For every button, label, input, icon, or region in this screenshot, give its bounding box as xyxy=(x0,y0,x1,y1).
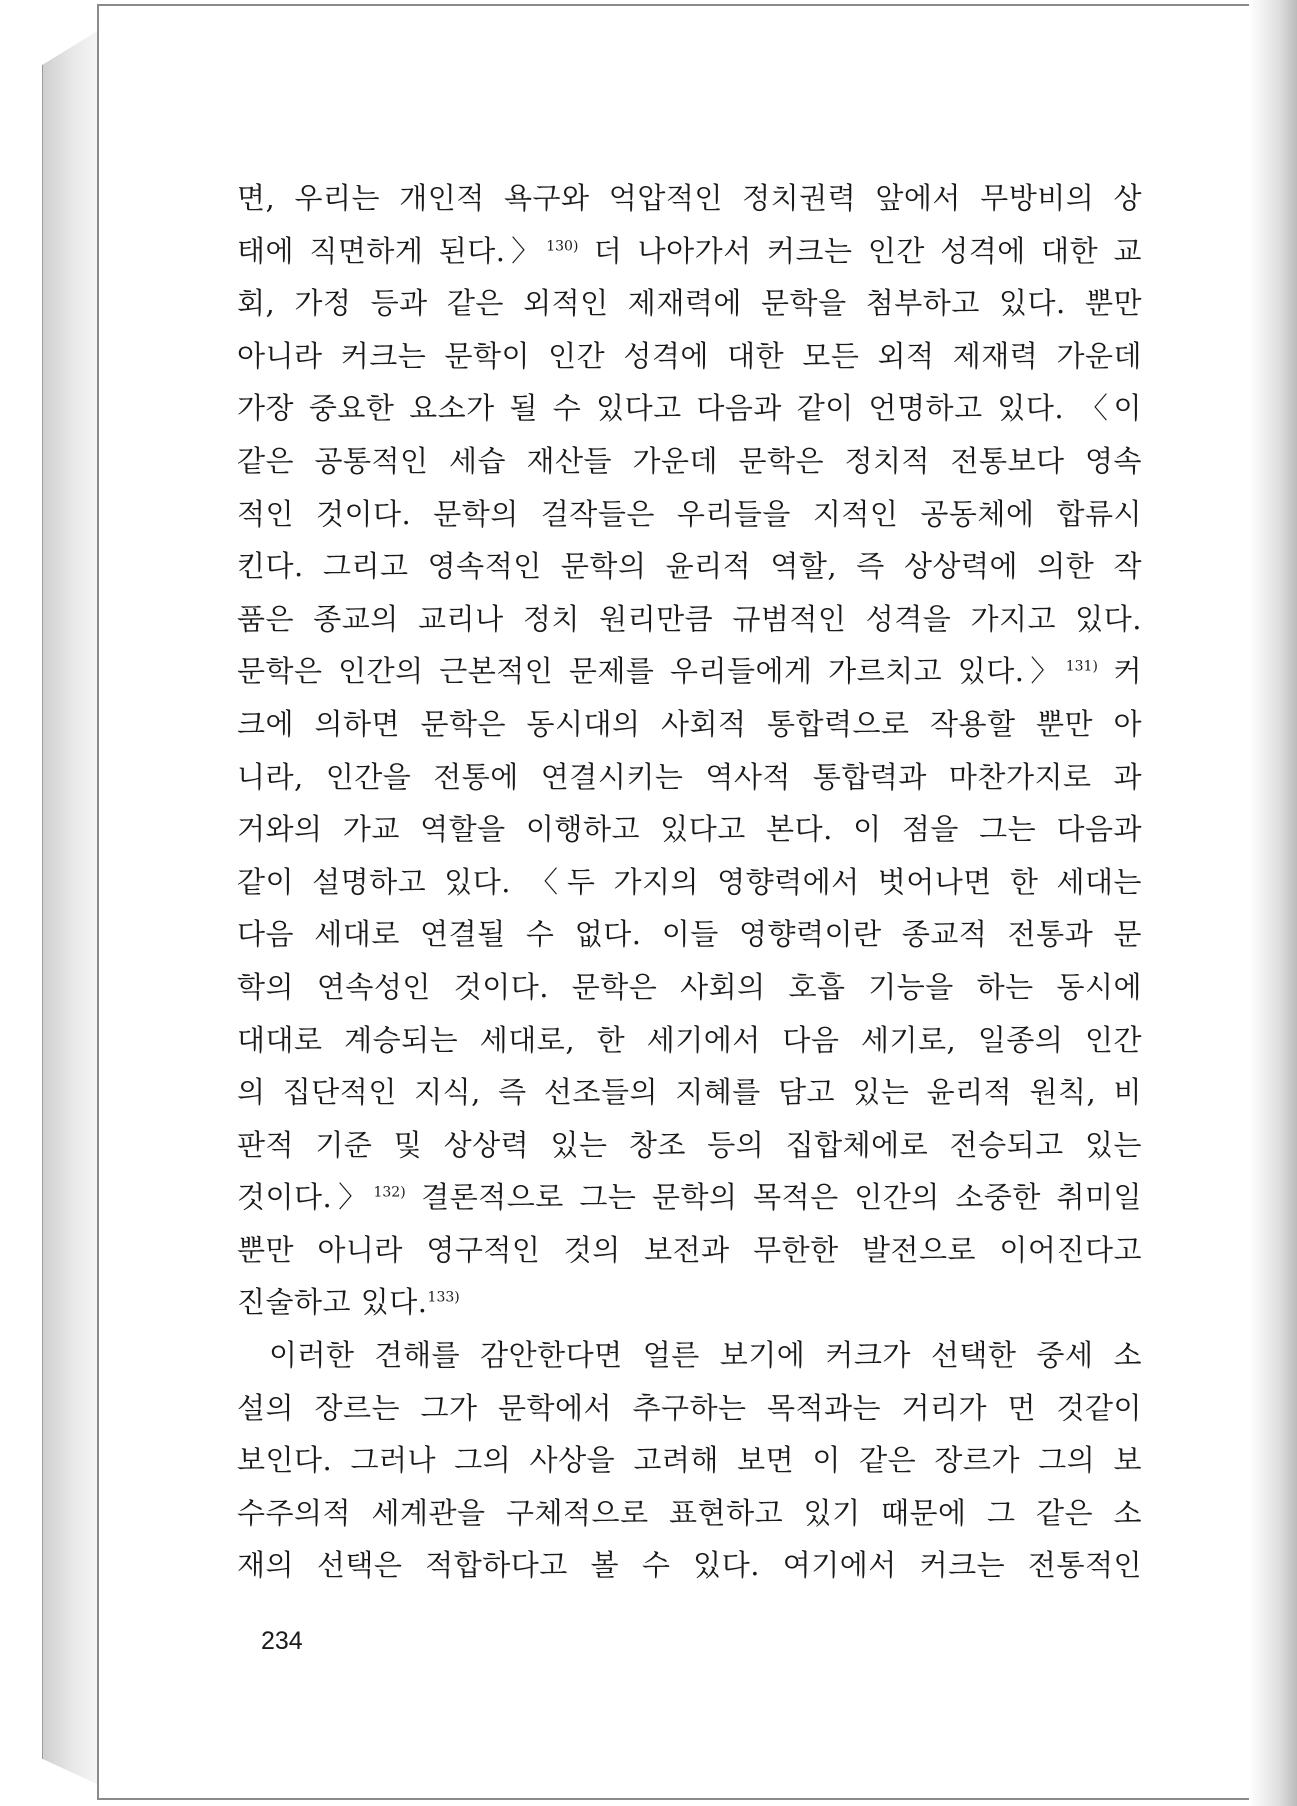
text-line: 크에 의하면 문학은 동시대의 사회적 통합력으로 작용할 뿐만 아 xyxy=(237,706,1142,741)
text-line: 판적 기준 및 상상력 있는 창조 등의 집합체에로 전승되고 있는 xyxy=(237,1127,1142,1162)
text-line: 태에 직면하게 된다.〉$^{130)}$ 더 나아가서 커크는 인간 성격에 대한 교 xyxy=(237,233,1142,268)
book-spine xyxy=(42,30,99,1785)
text-line: 같은 공통적인 세습 재산들 가운데 문학은 정치적 전통보다 영속 xyxy=(237,443,1142,478)
text-line: 다음 세대로 연결될 수 없다. 이들 영향력이란 종교적 전통과 문 xyxy=(237,917,1142,952)
text-line: 뿐만 아니라 영구적인 것의 보전과 무한한 발전으로 이어진다고 xyxy=(237,1232,1142,1267)
footnote-ref: 131) xyxy=(1065,658,1098,675)
text-line: 의 집단적인 지식, 즉 선조들의 지혜를 담고 있는 윤리적 원칙, 비 xyxy=(237,1075,1142,1110)
text-line: 적인 것이다. 문학의 걸작들은 우리들을 지적인 공동체에 합류시 xyxy=(237,496,1142,531)
text-line: 대대로 계승되는 세대로, 한 세기에서 다음 세기로, 일종의 인간 xyxy=(237,1022,1142,1057)
text-line: 설의 장르는 그가 문학에서 추구하는 목적과는 거리가 먼 것같이 xyxy=(237,1390,1142,1425)
footnote-ref: 132) xyxy=(373,1184,406,1201)
text-line: 거와의 가교 역할을 이행하고 있다고 본다. 이 점을 그는 다음과 xyxy=(237,812,1142,847)
text-line: 재의 선택은 적합하다고 볼 수 있다. 여기에서 커크는 전통적인 xyxy=(237,1548,1142,1583)
text-line: 면, 우리는 개인적 욕구와 억압적인 정치권력 앞에서 무방비의 상 xyxy=(237,181,1142,215)
text-line: 킨다. 그리고 영속적인 문학의 윤리적 역할, 즉 상상력에 의한 작 xyxy=(237,549,1142,584)
text-line: 가장 중요한 요소가 될 수 있다고 다음과 같이 언명하고 있다. 〈이 xyxy=(237,391,1142,426)
text-line: 보인다. 그러나 그의 사상을 고려해 보면 이 같은 장르가 그의 보 xyxy=(237,1443,1142,1478)
text-line: 진술하고 있다.$^{133)}$ xyxy=(237,1285,460,1320)
text-line: 아니라 커크는 문학이 인간 성격에 대한 모든 외적 제재력 가운데 xyxy=(237,338,1142,373)
text-line: 같이 설명하고 있다. 〈두 가지의 영향력에서 벗어나면 한 세대는 xyxy=(237,864,1142,899)
footnote-ref: 130) xyxy=(546,237,579,254)
text-line: 품은 종교의 교리나 정치 원리만큼 규범적인 성격을 가지고 있다. xyxy=(237,601,1142,636)
page-number: 234 xyxy=(261,1627,303,1655)
text-line: 문학은 인간의 근본적인 문제를 우리들에게 가르치고 있다.〉$^{131)}$ 커 xyxy=(237,654,1142,689)
body-text xyxy=(237,172,1142,1592)
text-line: 회, 가정 등과 같은 외적인 제재력에 문학을 첨부하고 있다. 뿐만 xyxy=(237,286,1142,321)
footnote-ref: 133) xyxy=(427,1289,460,1306)
text-line: 것이다.〉$^{132)}$ 결론적으로 그는 문학의 목적은 인간의 소중한 취미일 xyxy=(237,1180,1142,1215)
page-edge-shadow xyxy=(1249,0,1297,1806)
text-line: 니라, 인간을 전통에 연결시키는 역사적 통합력과 마찬가지로 과 xyxy=(237,759,1142,794)
paragraph-start-line: 이러한 견해를 감안한다면 얼른 보기에 커크가 선택한 중세 소 xyxy=(269,1338,1142,1373)
text-line: 학의 연속성인 것이다. 문학은 사회의 호흡 기능을 하는 동시에 xyxy=(237,969,1142,1004)
text-line: 수주의적 세계관을 구체적으로 표현하고 있기 때문에 그 같은 소 xyxy=(237,1495,1142,1530)
